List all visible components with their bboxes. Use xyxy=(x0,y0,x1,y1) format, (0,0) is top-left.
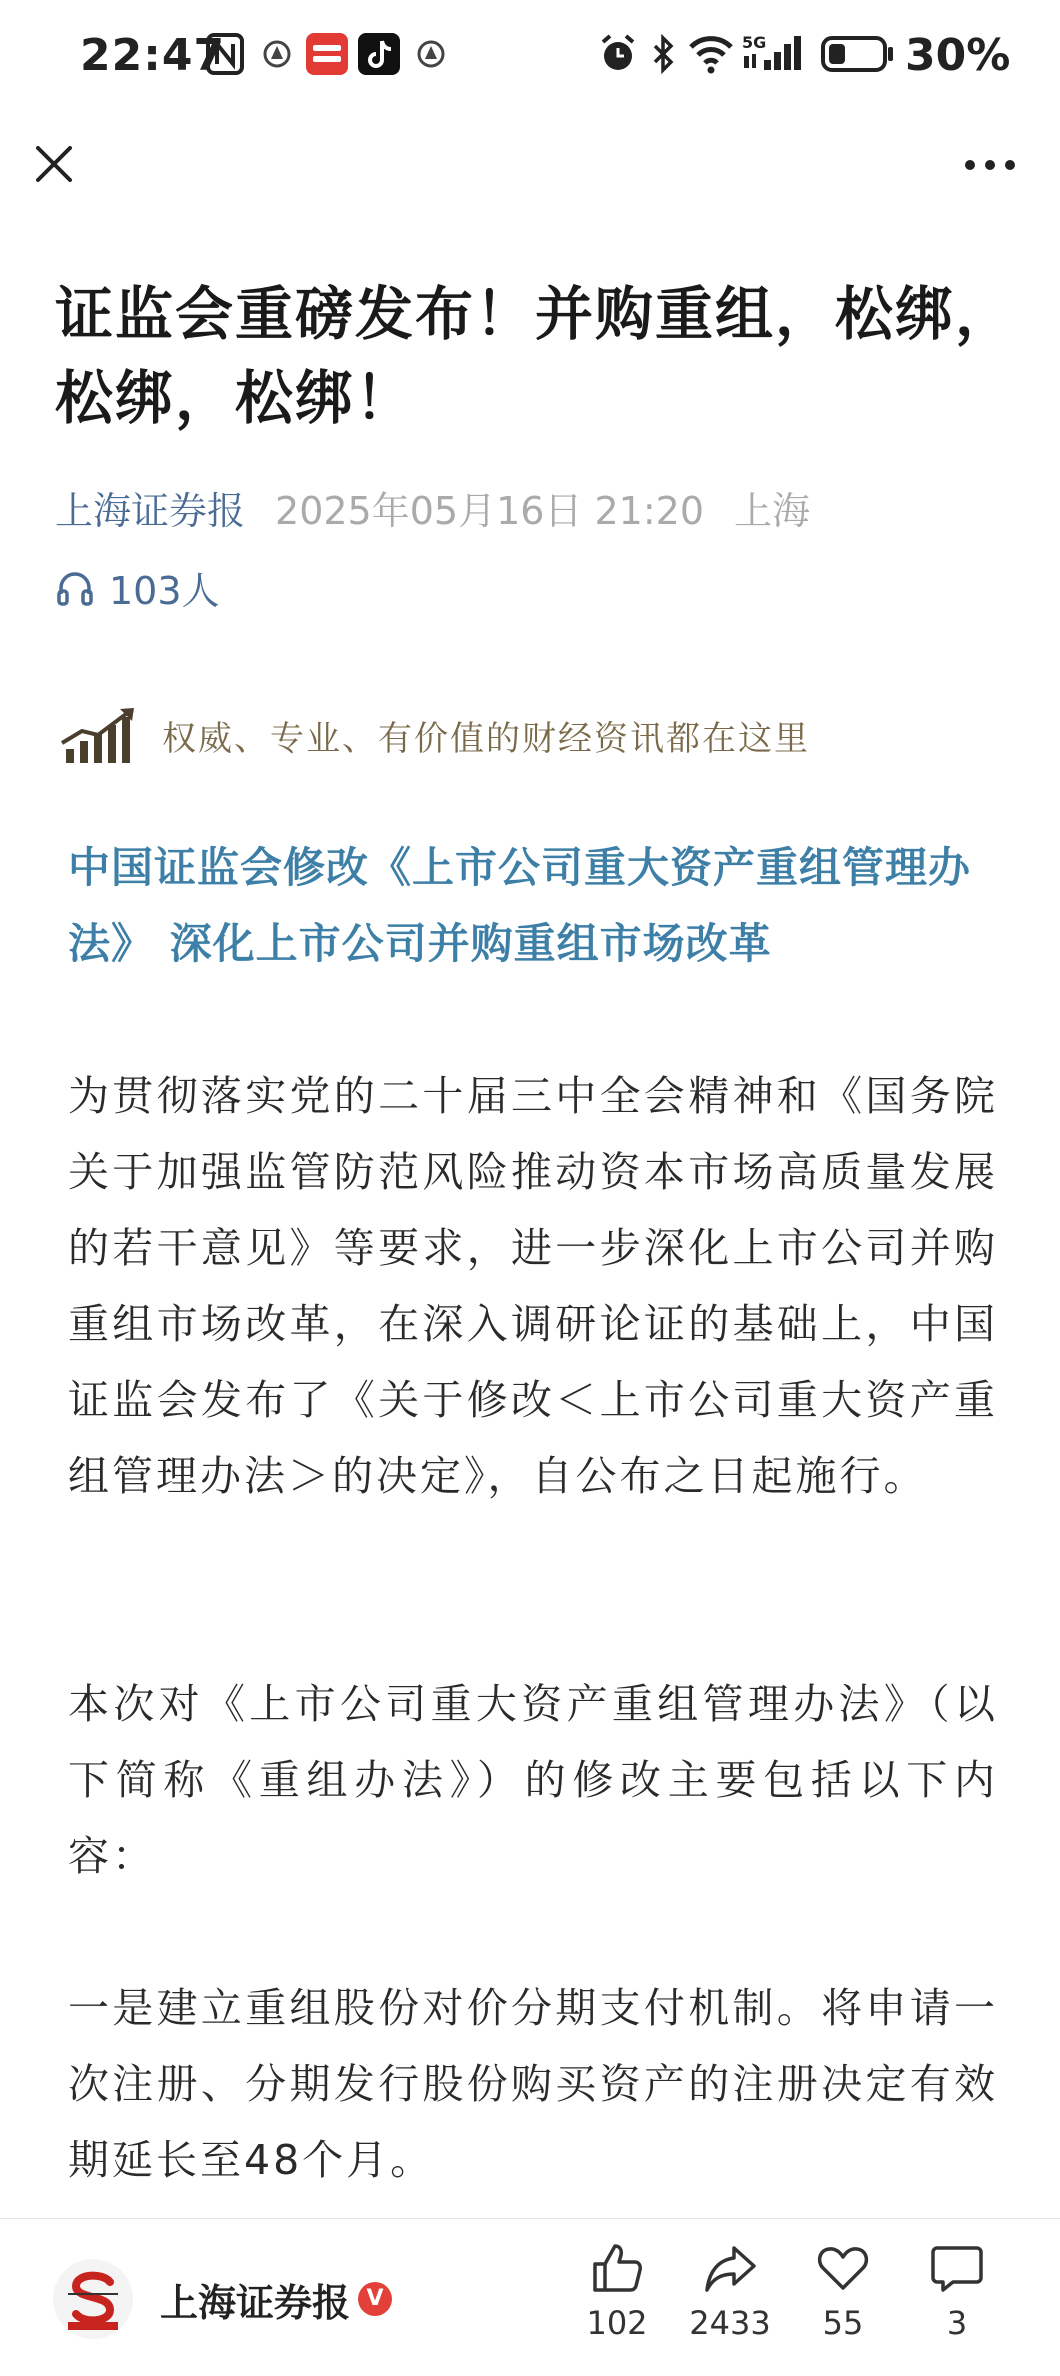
alarm-icon xyxy=(598,32,638,76)
like-button[interactable] xyxy=(562,2240,672,2342)
favorite-count: 55 xyxy=(822,2304,864,2342)
app-badge-icon xyxy=(262,32,292,76)
article-paragraph: 一是建立重组股份对价分期支付机制。将申请一次注册、分期发行股份购买资产的注册决定有效期延长至48个月。 xyxy=(68,1984,998,2184)
section-headline: 中国证监会修改《上市公司重大资产重组管理办法》 深化上市公司并购重组市场改革 xyxy=(68,843,972,968)
comment-icon xyxy=(929,2240,985,2296)
heart-icon xyxy=(815,2240,871,2296)
article-meta xyxy=(55,480,810,535)
publish-location: 上海 xyxy=(734,489,811,533)
wifi-icon xyxy=(688,32,734,76)
headphones-icon xyxy=(55,568,95,608)
status-time: 22:47 xyxy=(80,30,226,81)
like-count: 102 xyxy=(586,2304,648,2342)
banner-text: 权威、专业、有价值的财经资讯都在这里 xyxy=(162,718,810,759)
share-icon xyxy=(702,2240,758,2296)
listen-button[interactable] xyxy=(55,560,220,615)
battery-icon xyxy=(820,32,896,76)
share-count: 2433 xyxy=(689,2304,771,2342)
more-icon[interactable] xyxy=(960,150,1020,180)
source-link[interactable]: 上海证券报 xyxy=(55,489,246,533)
article-title: 证监会重磅发布！并购重组，松绑，松绑，松绑！ xyxy=(55,280,1016,432)
thumbs-up-icon xyxy=(589,2240,645,2296)
news-app-icon xyxy=(305,32,349,76)
source-logo[interactable] xyxy=(52,2258,134,2340)
article-paragraph: 本次对《上市公司重大资产重组管理办法》（以下简称《重组办法》）的修改主要包括以下内容： xyxy=(68,1680,998,1880)
comment-button[interactable] xyxy=(902,2240,1012,2342)
divider xyxy=(0,2218,1060,2219)
favorite-button[interactable] xyxy=(788,2240,898,2342)
close-icon[interactable] xyxy=(28,138,80,190)
comment-count: 3 xyxy=(946,2304,968,2342)
battery-percentage: 30% xyxy=(905,30,1011,81)
share-button[interactable] xyxy=(675,2240,785,2342)
nfc-icon xyxy=(205,32,245,76)
publish-time: 2025年05月16日 21:20 xyxy=(275,489,705,533)
bottom-source-name[interactable]: 上海证券报 xyxy=(160,2281,351,2325)
verified-badge: V xyxy=(358,2282,392,2316)
article-banner xyxy=(60,705,810,765)
article-paragraph: 为贯彻落实党的二十届三中全会精神和《国务院关于加强监管防范风险推动资本市场高质量发展的若干意见》等要求，进一步深化上市公司并购重组市场改革，在深入调研论证的基础上，中国证监会发布了《关于修改＜上市公司重大资产重组管理办法＞的决定》，自公布之日起施行。 xyxy=(68,1072,998,1500)
app-badge-icon xyxy=(416,32,446,76)
bluetooth-icon xyxy=(650,32,676,76)
signal-icon xyxy=(742,32,804,76)
network-type: 5G xyxy=(742,33,767,52)
rising-chart-icon xyxy=(60,705,140,765)
tiktok-icon xyxy=(357,32,401,76)
listener-count: 103人 xyxy=(109,569,220,613)
